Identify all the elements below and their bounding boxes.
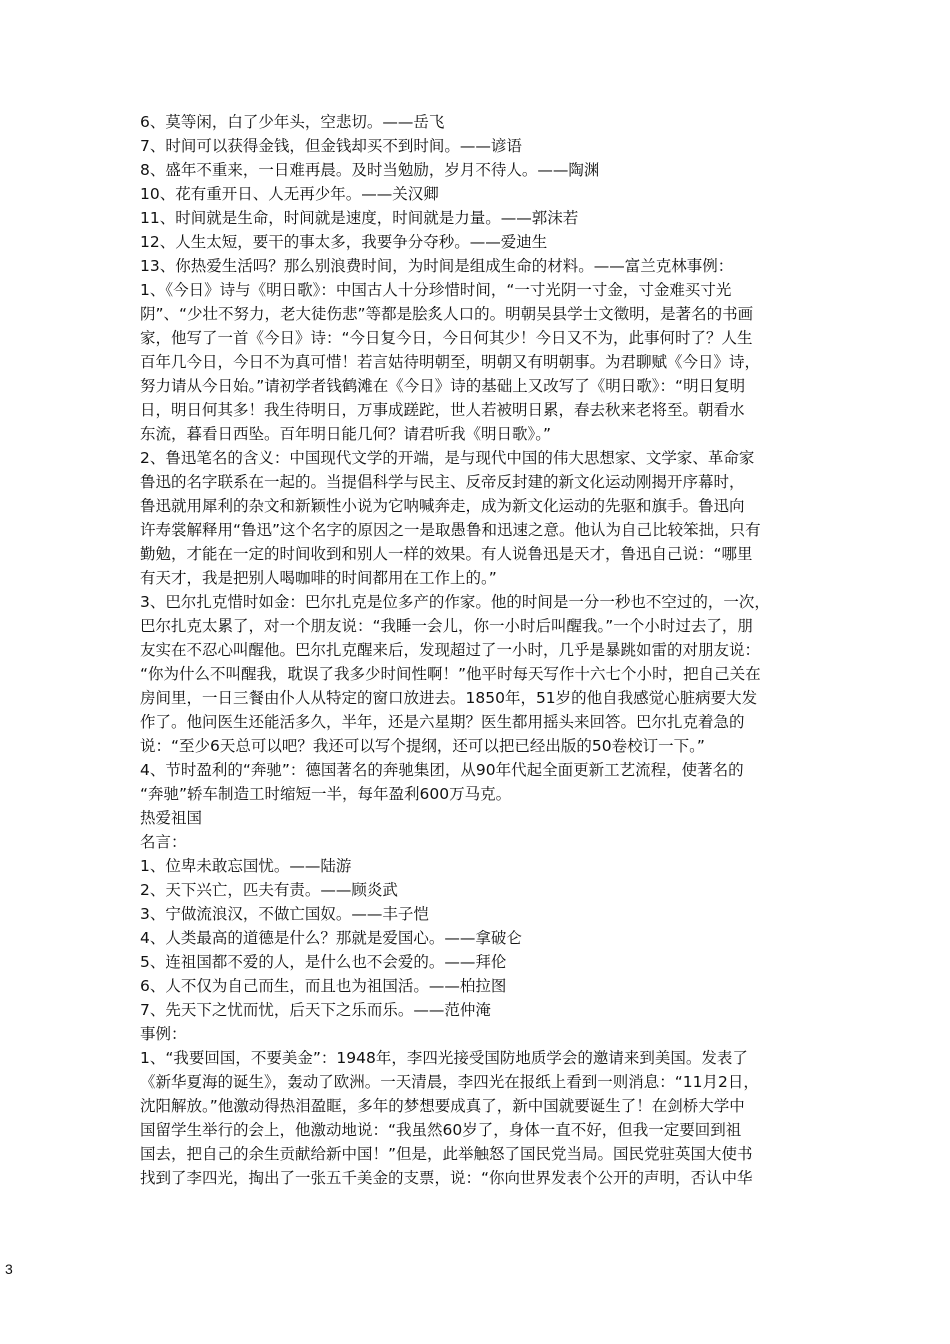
text-line: 有天才，我是把别人喝咖啡的时间都用在工作上的。” xyxy=(140,569,497,587)
text-line: 热爱祖国 xyxy=(140,809,203,827)
text-line: 国留学生举行的会上，他激动地说：“我虽然60岁了，身体一直不好，但我一定要回到祖 xyxy=(140,1121,742,1139)
text-line: 国去，把自己的余生贡献给新中国！”但是，此举触怒了国民党当局。国民党驻英国大使书 xyxy=(140,1145,753,1163)
text-line: “你为什么不叫醒我，耽误了我多少时间性啊！”他平时每天写作十六七个小时，把自己关在 xyxy=(140,665,761,683)
text-line: 《新华夏海的诞生》，轰动了欧洲。一天清晨，李四光在报纸上看到一则消息：“11月2日， xyxy=(140,1073,759,1091)
text-line: 日，明日何其多！我生待明日，万事成蹉跎，世人若被明日累，春去秋来老将至。朝看水 xyxy=(140,401,745,419)
text-line: 4、节时盈利的“奔驰”：德国著名的奔驰集团，从90年代起全面更新工艺流程，使著名的 xyxy=(140,761,744,779)
text-line: 12、人生太短，要干的事太多，我要争分夺秒。——爱迪生 xyxy=(140,233,548,251)
text-line: 努力请从今日始。”请初学者钱鹤滩在《今日》诗的基础上又改写了《明日歌》：“明日复明 xyxy=(140,377,746,395)
text-line: 名言： xyxy=(140,833,187,851)
text-line: 事例： xyxy=(140,1025,187,1043)
text-line: 1、《今日》诗与《明日歌》：中国古人十分珍惜时间，“一寸光阴一寸金，寸金难买寸光 xyxy=(140,281,732,299)
text-line: 找到了李四光，掏出了一张五千美金的支票，说：“你向世界发表个公开的声明，否认中华 xyxy=(140,1169,753,1187)
text-line: 4、人类最高的道德是什么？那就是爱国心。——拿破仑 xyxy=(140,929,522,947)
text-line: 7、先天下之忧而忧，后天下之乐而乐。——范仲淹 xyxy=(140,1001,491,1019)
text-line: 房间里，一日三餐由仆人从特定的窗口放进去。1850年，51岁的他自我感觉心脏病要大发 xyxy=(140,689,758,707)
text-line: 7、时间可以获得金钱，但金钱却买不到时间。——谚语 xyxy=(140,137,522,155)
text-line: 8、盛年不重来，一日难再晨。及时当勉励，岁月不待人。——陶渊 xyxy=(140,161,600,179)
text-line: 3、宁做流浪汉，不做亡国奴。——丰子恺 xyxy=(140,905,429,923)
text-line: 6、莫等闲，白了少年头，空悲切。——岳飞 xyxy=(140,113,445,131)
text-line: 友实在不忍心叫醒他。巴尔扎克醒来后，发现超过了一小时，几乎是暴跳如雷的对朋友说： xyxy=(140,641,761,659)
text-line: 13、你热爱生活吗？那么别浪费时间，为时间是组成生命的材料。——富兰克林事例： xyxy=(140,257,734,275)
text-line: 家，他写了一首《今日》诗：“今日复今日，今日何其少！今日又不为，此事何时了？人生 xyxy=(140,329,753,347)
text-line: 许寿裳解释用“鲁迅”这个名字的原因之一是取愚鲁和迅速之意。他认为自己比较笨拙，只有 xyxy=(140,521,761,539)
text-line: 3、巴尔扎克惜时如金：巴尔扎克是位多产的作家。他的时间是一分一秒也不空过的，一次， xyxy=(140,593,770,611)
text-line: 6、人不仅为自己而生，而且也为祖国活。——柏拉图 xyxy=(140,977,507,995)
text-line: 2、鲁迅笔名的含义：中国现代文学的开端，是与现代中国的伟大思想家、文学家、革命家 xyxy=(140,449,755,467)
text-line: 勤勉，才能在一定的时间收到和别人一样的效果。有人说鲁迅是天才，鲁迅自己说：“哪里 xyxy=(140,545,753,563)
text-line: 11、时间就是生命，时间就是速度，时间就是力量。——郭沫若 xyxy=(140,209,579,227)
text-line: 沈阳解放。”他激动得热泪盈眶，多年的梦想要成真了，新中国就要诞生了！在剑桥大学中 xyxy=(140,1097,745,1115)
text-line: 1、“我要回国，不要美金”：1948年，李四光接受国防地质学会的邀请来到美国。发表了 xyxy=(140,1049,748,1067)
text-line: 1、位卑未敢忘国忧。——陆游 xyxy=(140,857,352,875)
text-line: 东流，暮看日西坠。百年明日能几何？请君听我《明日歌》。” xyxy=(140,425,552,443)
text-line: “奔驰”轿车制造工时缩短一半，每年盈利600万马克。 xyxy=(140,785,512,803)
text-line: 鲁迅就用犀利的杂文和新颖性小说为它呐喊奔走，成为新文化运动的先驱和旗手。鲁迅向 xyxy=(140,497,745,515)
document-body xyxy=(140,110,812,1190)
text-line: 百年几今日，今日不为真可惜！若言姑待明朝至，明朝又有明朝事。为君聊赋《今日》诗， xyxy=(140,353,761,371)
text-line: 5、连祖国都不爱的人，是什么也不会爱的。——拜伦 xyxy=(140,953,507,971)
page-number: 3 xyxy=(5,1261,13,1277)
text-line: 2、天下兴亡，匹夫有责。——顾炎武 xyxy=(140,881,398,899)
text-line: 阴”、“少壮不努力，老大徒伤悲”等都是脍炙人口的。明朝吴县学士文徵明，是著名的书画 xyxy=(140,305,754,323)
text-line: 说：“至少6天总可以吧？我还可以写个提纲，还可以把已经出版的50卷校订一下。” xyxy=(140,737,705,755)
text-line: 作了。他问医生还能活多久，半年，还是六星期？医生都用摇头来回答。巴尔扎克着急的 xyxy=(140,713,745,731)
text-line: 10、花有重开日、人无再少年。——关汉卿 xyxy=(140,185,439,203)
text-line: 巴尔扎克太累了，对一个朋友说：“我睡一会儿，你一小时后叫醒我。”一个小时过去了，朋 xyxy=(140,617,753,635)
text-line: 鲁迅的名字联系在一起的。当提倡科学与民主、反帝反封建的新文化运动刚揭开序幕时， xyxy=(140,473,745,491)
